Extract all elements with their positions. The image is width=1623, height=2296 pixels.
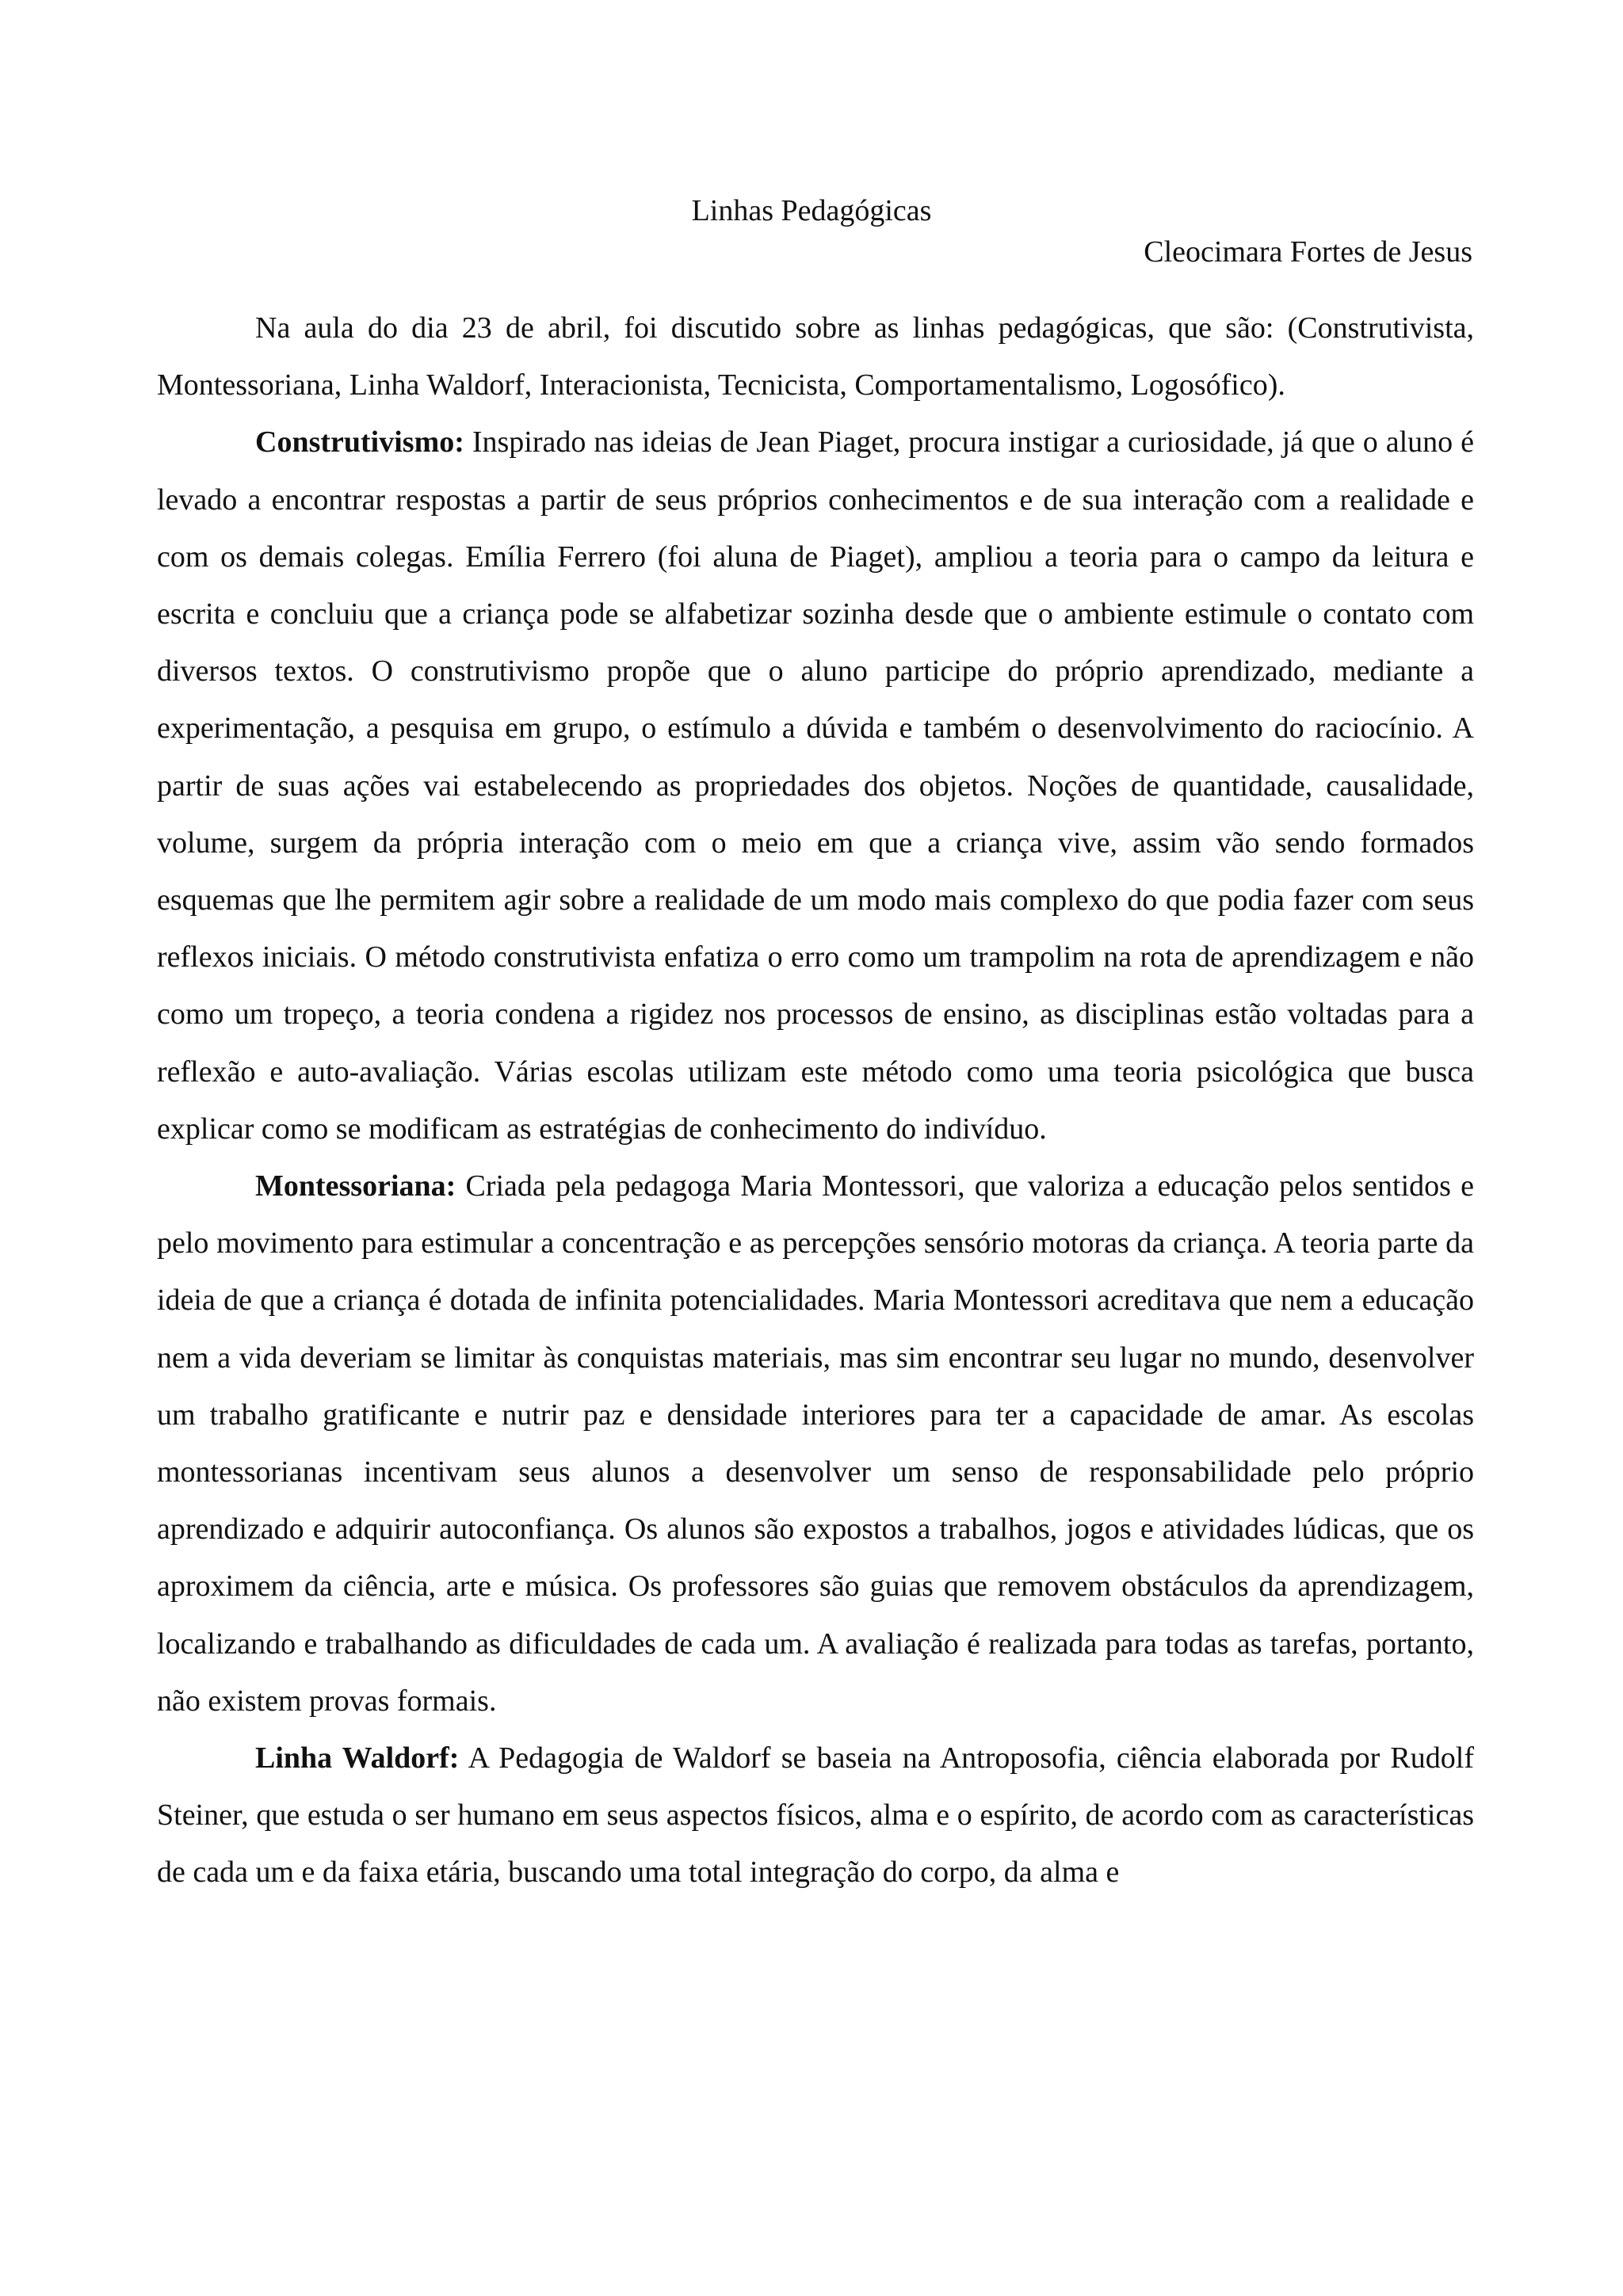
paragraph-montessoriana xyxy=(157,1158,1474,1730)
paragraph-construtivismo xyxy=(157,414,1474,1158)
paragraph-intro-text: Na aula do dia 23 de abril, foi discutido sobre as linhas pedagógicas, que são: (Construtivista, Montessoriana, Linha Waldorf, Interacionista, Tecnicista, Comportamentalismo, Logosófico). xyxy=(157,311,1474,402)
paragraph-waldorf xyxy=(157,1730,1474,1901)
document-author: Cleocimara Fortes de Jesus xyxy=(1144,235,1472,269)
paragraph-heading-construtivismo: Construtivismo: xyxy=(255,425,464,460)
document-body xyxy=(157,299,1474,1901)
paragraph-construtivismo-text: Inspirado nas ideias de Jean Piaget, procura instigar a curiosidade, já que o aluno é levado a encontrar respostas a partir de seus próprios conhecimentos e de sua interação com a realidade e com os demais colegas. Emília Ferrero (foi aluna de Piaget), ampliou a teoria para o campo da leitura e escrita e concluiu que a criança pode se alfabetizar sozinha desde que o ambiente estimule o contato com diversos textos. O construtivismo propõe que o aluno participe do próprio aprendizado, mediante a experimentação, a pesquisa em grupo, o estímulo a dúvida e também o desenvolvimento do raciocínio. A partir de suas ações vai estabelecendo as propriedades dos objetos. Noções de quantidade, causalidade, volume, surgem da própria interação com o meio em que a criança vive, assim vão sendo formados esquemas que lhe permitem agir sobre a realidade de um modo mais complexo do que podia fazer com seus reflexos iniciais. O método construtivista enfatiza o erro como um trampolim na rota de aprendizagem e não como um tropeço, a teoria condena a rigidez nos processos de ensino, as disciplinas estão voltadas para a reflexão e auto-avaliação. Várias escolas utilizam este método como uma teoria psicológica que busca explicar como se modificam as estratégias de conhecimento do indivíduo. xyxy=(157,425,1474,1146)
paragraph-heading-waldorf: Linha Waldorf: xyxy=(255,1741,460,1775)
paragraph-intro xyxy=(157,299,1474,414)
paragraph-waldorf-text: A Pedagogia de Waldorf se baseia na Antroposofia, ciência elaborada por Rudolf Steiner, que estuda o ser humano em seus aspectos físicos, alma e o espírito, de acordo com as características de cada um e da faixa etária, buscando uma total integração do corpo, da alma e xyxy=(157,1741,1474,1890)
paragraph-heading-montessoriana: Montessoriana: xyxy=(255,1169,456,1203)
paragraph-montessoriana-text: Criada pela pedagoga Maria Montessori, que valoriza a educação pelos sentidos e pelo movimento para estimular a concentração e as percepções sensório motoras da criança. A teoria parte da ideia de que a criança é dotada de infinita potencialidades. Maria Montessori acreditava que nem a educação nem a vida deveriam se limitar às conquistas materiais, mas sim encontrar seu lugar no mundo, desenvolver um trabalho gratificante e nutrir paz e densidade interiores para ter a capacidade de amar. As escolas montessorianas incentivam seus alunos a desenvolver um senso de responsabilidade pelo próprio aprendizado e adquirir autoconfiança. Os alunos são expostos a trabalhos, jogos e atividades lúdicas, que os aproximem da ciência, arte e música. Os professores são guias que removem obstáculos da aprendizagem, localizando e trabalhando as dificuldades de cada um. A avaliação é realizada para todas as tarefas, portanto, não existem provas formais. xyxy=(157,1169,1474,1718)
document-title: Linhas Pedagógicas xyxy=(691,194,932,227)
